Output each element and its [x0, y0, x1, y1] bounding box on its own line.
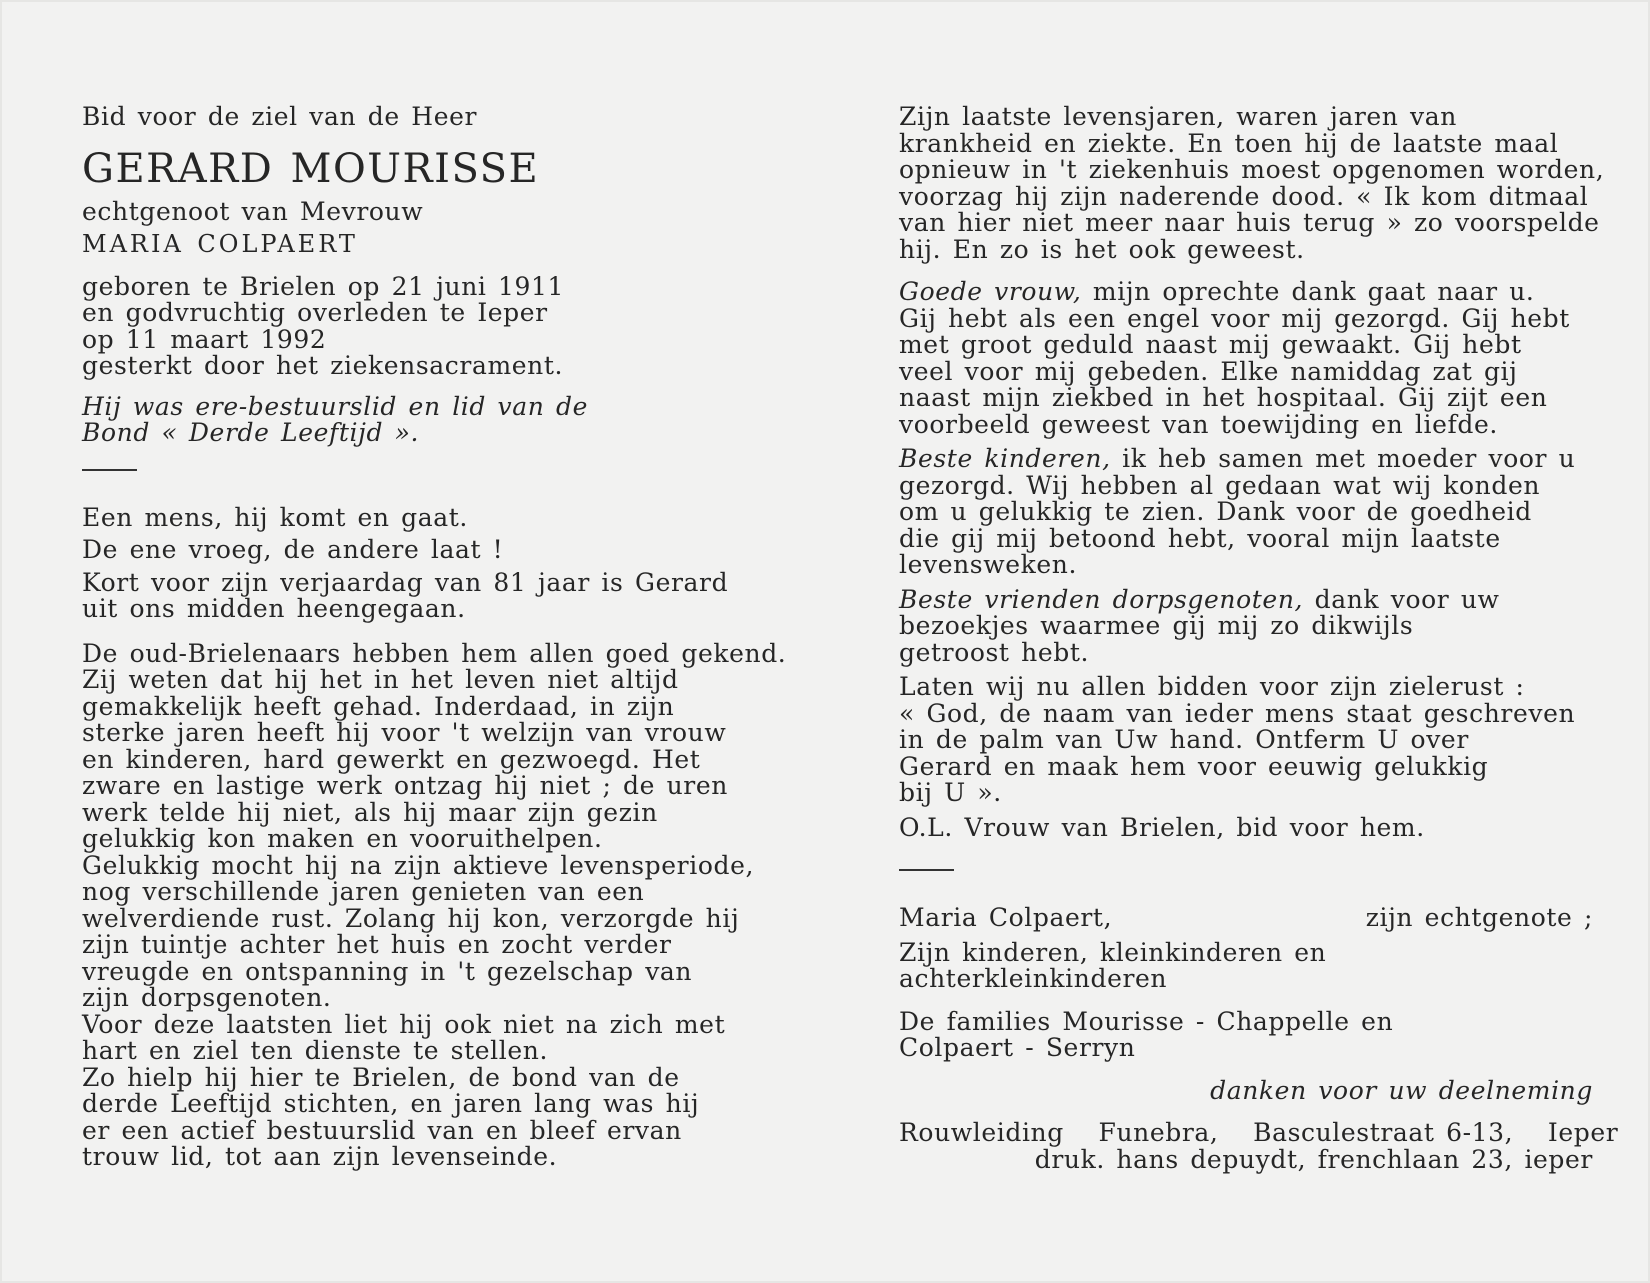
- story-line: hart en ziel ten dienste te stellen.: [82, 1036, 548, 1065]
- children-address: Beste kinderen,: [899, 444, 1111, 473]
- age-line: Kort voor zijn verjaardag van 81 jaar is Gerard: [82, 567, 729, 597]
- story-line: gelukkig kon maken en vooruithelpen.: [82, 824, 603, 853]
- paragraph-line: voorzag hij zijn naderende dood. « Ik kom ditmaal: [899, 181, 1589, 211]
- wife-paragraph: [899, 279, 1599, 438]
- story-line: Zij weten dat hij het in het leven niet altijd: [82, 665, 679, 694]
- last-years-paragraph: [899, 102, 1605, 264]
- paragraph-line: Gij hebt als een engel voor mij gezorgd. Gij hebt: [899, 303, 1570, 333]
- paragraph-line: naast mijn ziekbed in het hospitaal. Gij zijt een: [899, 383, 1548, 412]
- printer-credit: druk. hans depuydt, frenchlaan 23, ieper: [1034, 1144, 1593, 1174]
- life-story: [82, 638, 787, 1171]
- story-line: zijn tuintje achter het huis en zocht verder: [82, 930, 672, 959]
- right-column: [899, 102, 1619, 1174]
- detail-line: en godvruchtig overleden te Ieper: [82, 298, 548, 327]
- prayer-line: bij U ».: [899, 778, 1002, 807]
- detail-line: gesterkt door het ziekensacrament.: [82, 351, 564, 380]
- friends-address: Beste vrienden dorpsgenoten,: [899, 584, 1304, 614]
- story-line: De oud-Brielenaars hebben hem allen goed gekend.: [82, 638, 787, 668]
- paragraph-line: opnieuw in 't ziekenhuis moest opgenomen worden,: [899, 155, 1605, 184]
- prayer-line: Gerard en maak hem voor eeuwig gelukkig: [899, 751, 1489, 781]
- family-line: Colpaert - Serryn: [899, 1033, 1136, 1062]
- story-line: trouw lid, tot aan zijn levenseinde.: [82, 1142, 558, 1171]
- paragraph-line: levensweken.: [899, 550, 1078, 579]
- story-line: sterke jaren heeft hij voor 't welzijn van vrouw: [82, 718, 727, 747]
- mourner-line: Zijn kinderen, kleinkinderen en: [899, 937, 1327, 967]
- paragraph-line: krankheid en ziekte. En toen hij de laatste maal: [899, 128, 1559, 158]
- story-line: gemakkelijk heeft gehad. Inderdaad, in zijn: [82, 691, 675, 721]
- paragraph-line: veel voor mij gebeden. Elke namiddag zat gij: [899, 356, 1518, 386]
- paragraph-line: met groot geduld naast mij gewaakt. Gij hebt: [899, 330, 1522, 359]
- friends-paragraph: [899, 584, 1599, 667]
- paragraph-line: dank voor uw: [1303, 584, 1500, 614]
- invocation: O.L. Vrouw van Brielen, bid voor hem.: [899, 812, 1425, 842]
- paragraph-line: gezorgd. Wij hebben al gedaan wat wij konden: [899, 470, 1541, 500]
- detail-line: op 11 maart 1992: [82, 324, 327, 354]
- thanks-line: danken voor uw deelneming: [1210, 1075, 1593, 1105]
- mourner-row: [899, 905, 1593, 932]
- prayer-line: « God, de naam van ieder mens staat geschreven: [899, 698, 1576, 728]
- detail-line: geboren te Brielen op 21 juni 1911: [82, 271, 565, 301]
- membership-line: Hij was ere-bestuurslid en lid van de: [82, 391, 589, 421]
- paragraph-line: van hier niet meer naar huis terug » zo voorspelde: [899, 208, 1600, 237]
- story-line: Gelukkig mocht hij na zijn aktieve levensperiode,: [82, 850, 755, 880]
- story-line: Voor deze laatsten liet hij ook niet na zich met: [82, 1009, 726, 1039]
- children-mourners: [899, 937, 1599, 993]
- paragraph-line: hij. En zo is het ook geweest.: [899, 234, 1305, 264]
- story-line: zware en lastige werk ontzag hij niet ; de uren: [82, 771, 728, 800]
- story-line: vreugde en ontspanning in 't gezelschap van: [82, 956, 693, 986]
- story-line: zijn dorpsgenoten.: [82, 983, 332, 1012]
- paragraph-line: om u gelukkig te zien. Dank voor de goedheid: [899, 497, 1532, 526]
- birth-death-details: [82, 271, 782, 380]
- paragraph-line: die gij mij betoond hebt, vooral mijn laatste: [899, 523, 1501, 553]
- divider: [82, 469, 137, 471]
- family-line: De families Mourisse - Chappelle en: [899, 1006, 1394, 1036]
- membership-line: Bond « Derde Leeftijd ».: [82, 418, 420, 447]
- paragraph-line: mijn oprechte dank gaat naar u.: [1081, 277, 1535, 306]
- divider: [899, 869, 954, 871]
- funeral-home: Rouwleiding Funebra, Basculestraat 6-13, Ieper: [899, 1118, 1619, 1147]
- mourner-name: Maria Colpaert,: [899, 903, 1113, 932]
- story-line: Zo hielp hij hier te Brielen, de bond van de: [82, 1062, 680, 1092]
- story-line: nog verschillende jaren genieten van een: [82, 877, 645, 906]
- paragraph-line: getroost hebt.: [899, 637, 1090, 667]
- paragraph-line: voorbeeld geweest van toewijding en liefde.: [899, 409, 1498, 439]
- verse-line: Een mens, hij komt en gaat.: [82, 502, 468, 532]
- paragraph-line: ik heb samen met moeder voor u: [1110, 444, 1576, 473]
- children-paragraph: [899, 446, 1599, 579]
- membership-note: [82, 391, 782, 447]
- paragraph-line: Zijn laatste levensjaren, waren jaren van: [899, 102, 1457, 131]
- story-line: er een actief bestuurslid van en bleef ervan: [82, 1115, 682, 1145]
- left-column: [82, 102, 787, 1171]
- prayer-line: in de palm van Uw hand. Ontferm U over: [899, 725, 1469, 754]
- story-line: en kinderen, hard gewerkt en gezwoegd. Het: [82, 744, 701, 774]
- intro-line: Bid voor de ziel van de Heer: [82, 102, 478, 131]
- age-line: uit ons midden heengegaan.: [82, 594, 466, 623]
- prayer-paragraph: [899, 674, 1599, 807]
- spouse-label: echtgenoot van Mevrouw: [82, 196, 424, 226]
- prayer-line: Laten wij nu allen bidden voor zijn zielerust :: [899, 672, 1525, 701]
- story-line: welverdiende rust. Zolang hij kon, verzorgde hij: [82, 903, 740, 933]
- age-note: [82, 567, 782, 623]
- wife-address: Goede vrouw,: [899, 277, 1082, 306]
- paragraph-line: bezoekjes waarmee gij mij zo dikwijls: [899, 611, 1414, 640]
- families: [899, 1006, 1599, 1062]
- story-line: derde Leeftijd stichten, en jaren lang was hij: [82, 1089, 700, 1118]
- mourner-line: achterkleinkinderen: [899, 964, 1168, 993]
- spouse-name: MARIA COLPAERT: [82, 230, 358, 258]
- story-line: werk telde hij niet, als hij maar zijn gezin: [82, 797, 658, 827]
- verse-line: De ene vroeg, de andere laat !: [82, 535, 504, 564]
- mourner-role: zijn echtgenote ;: [1365, 903, 1593, 932]
- deceased-name: GERARD MOURISSE: [82, 145, 540, 192]
